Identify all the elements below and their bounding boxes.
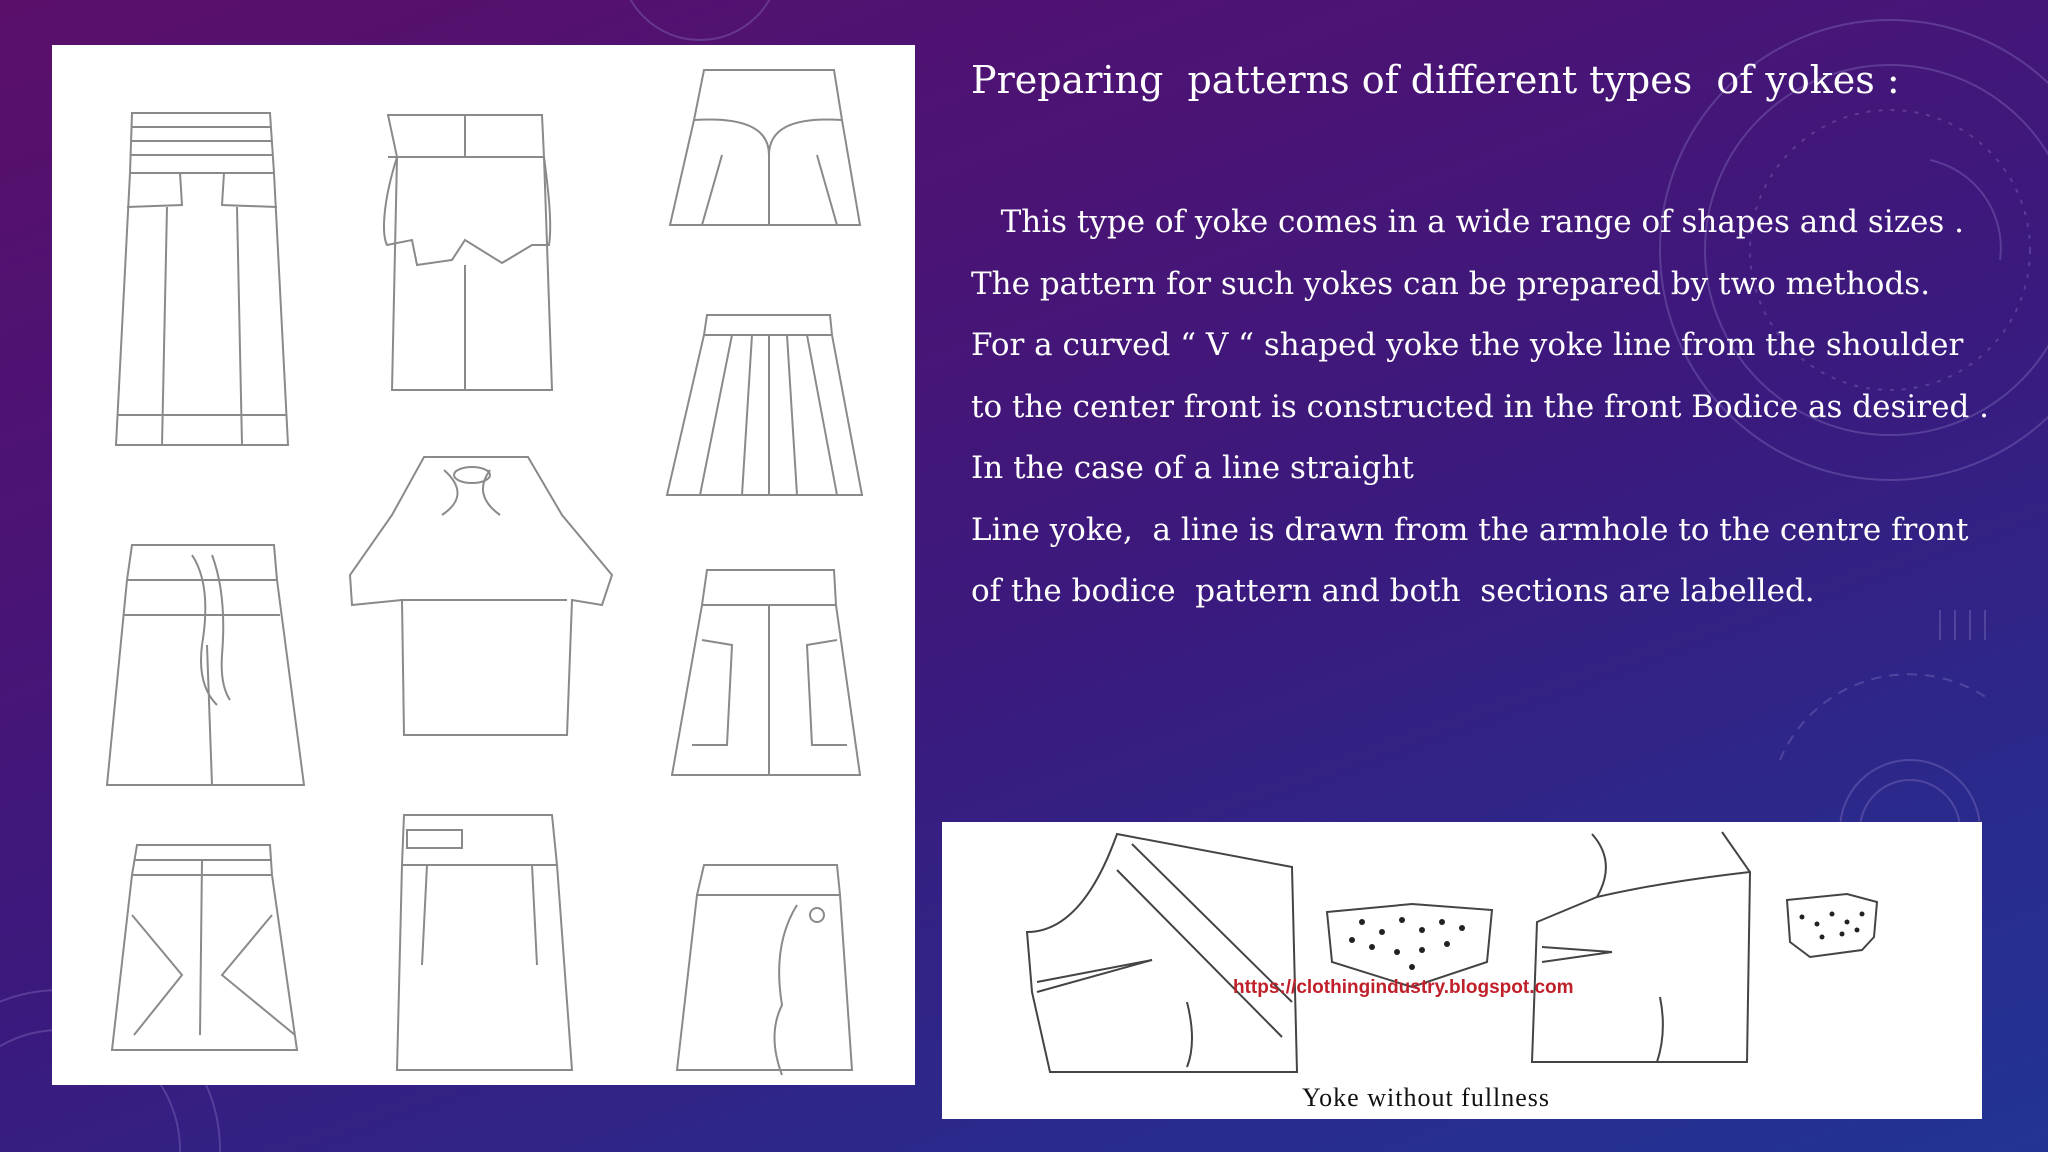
watermark-url: https://clothingindustry.blogspot.com — [1233, 977, 1574, 998]
yoke-caption: Yoke without fullness — [1302, 1083, 1551, 1112]
skirt-sketches-image — [52, 45, 915, 1085]
body-paragraph-2: Line yoke, a line is drawn from the armhole to the centre front of the bodice pattern and both sections are labelled. — [971, 511, 1979, 609]
yoke-pattern-drawing — [942, 822, 1982, 1119]
yoke-pattern-image — [942, 822, 1982, 1119]
slide-body — [971, 192, 1999, 623]
slide-title: Preparing patterns of different types of yokes : — [971, 58, 1900, 102]
skirt-sketches-drawing — [52, 45, 915, 1085]
body-paragraph-1: This type of yoke comes in a wide range of shapes and sizes . The pattern for such yokes can be prepared by two methods. For a curved “ V “ shaped yoke the yoke line from the shoulder to the center front is constructed in the front Bodice as desired . In the case of a line straight — [971, 204, 1999, 486]
